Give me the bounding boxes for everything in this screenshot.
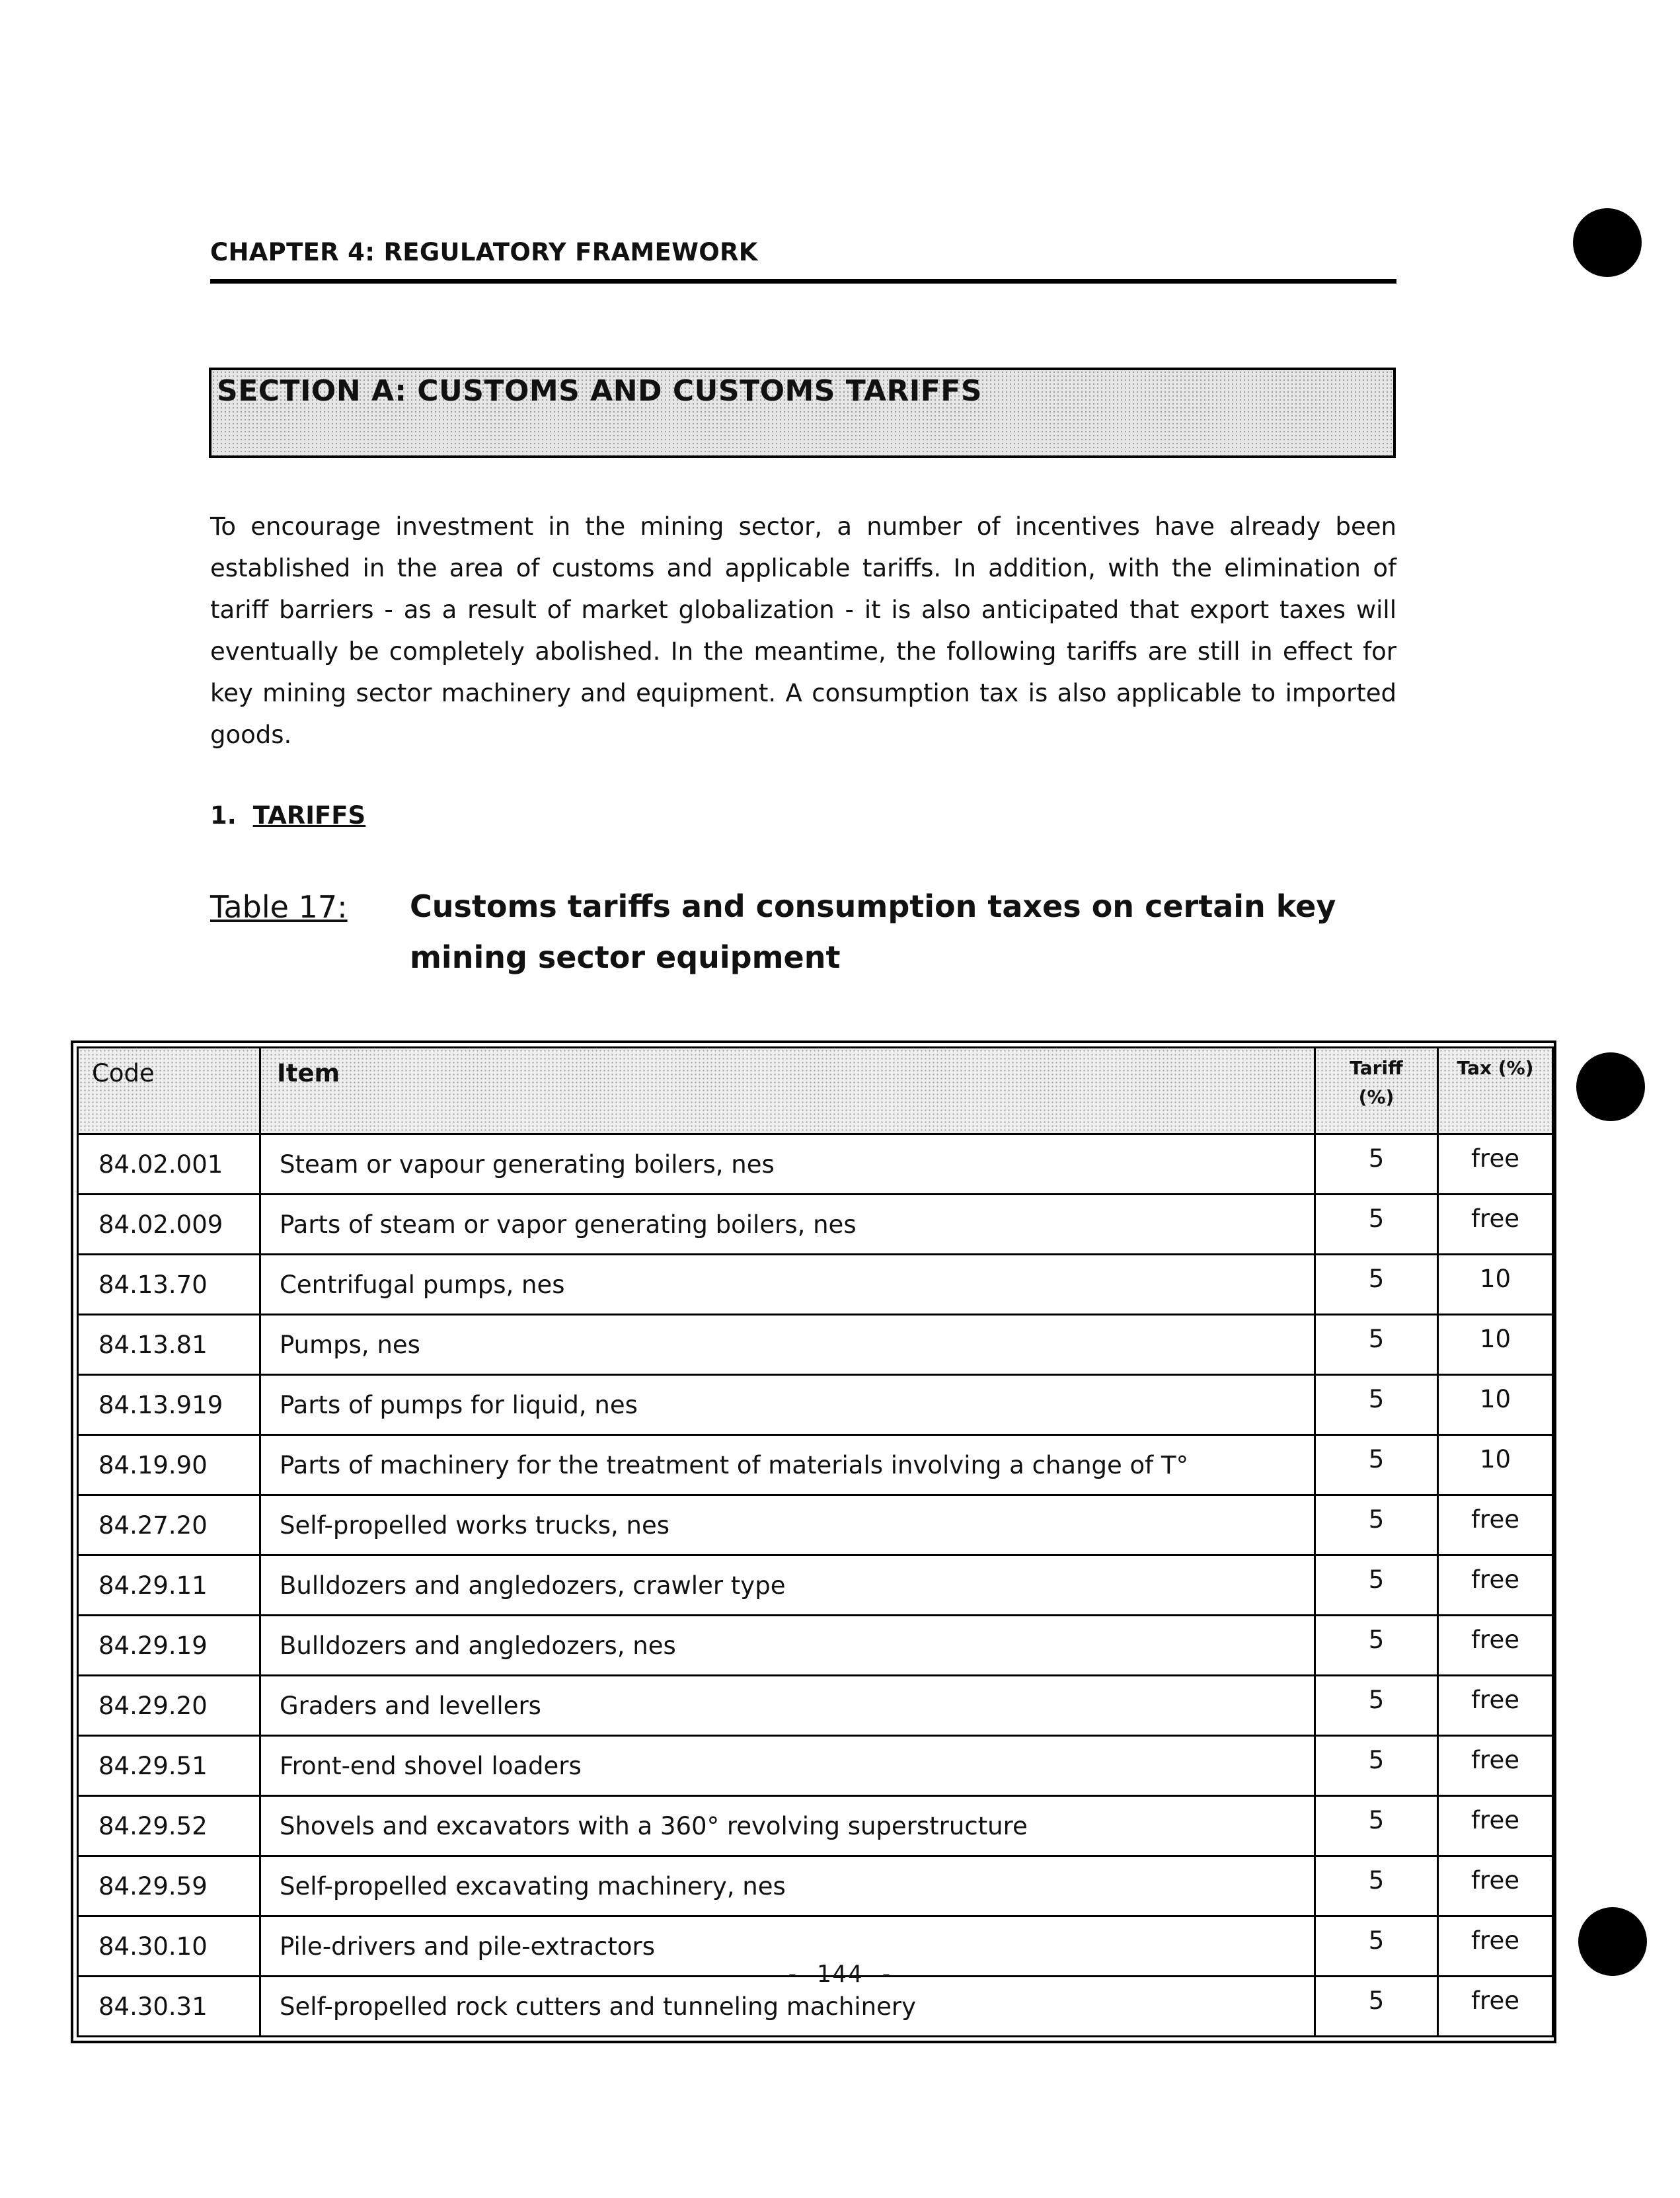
table-label: Table 17: <box>210 889 348 925</box>
row-tax: 10 <box>1438 1255 1553 1315</box>
row-tax: free <box>1438 1195 1553 1255</box>
column-header-tariff-line1: Tariff <box>1350 1057 1403 1079</box>
row-item: Self-propelled works trucks, nes <box>260 1495 1315 1555</box>
row-item: Shovels and excavators with a 360° revolving superstructure <box>260 1796 1315 1856</box>
tariff-table-frame <box>71 1040 1556 2043</box>
row-tax: 10 <box>1438 1315 1553 1375</box>
row-tariff: 5 <box>1315 1255 1438 1315</box>
row-code: 84.30.31 <box>78 1977 260 2037</box>
table-row <box>78 1616 1553 1676</box>
row-tariff: 5 <box>1315 1134 1438 1195</box>
column-header-tax: Tax (%) <box>1438 1048 1553 1134</box>
tariffs-heading <box>210 801 365 830</box>
column-header-tariff <box>1315 1048 1438 1134</box>
row-item: Bulldozers and angledozers, nes <box>260 1616 1315 1676</box>
row-code: 84.30.10 <box>78 1916 260 1977</box>
row-tariff: 5 <box>1315 1195 1438 1255</box>
row-tax: 10 <box>1438 1435 1553 1495</box>
section-banner <box>209 368 1396 458</box>
row-item: Steam or vapour generating boilers, nes <box>260 1134 1315 1195</box>
tariffs-heading-label: TARIFFS <box>252 801 366 830</box>
table-row <box>78 1676 1553 1736</box>
page-number: - 144 - <box>785 1961 895 1988</box>
row-item: Front-end shovel loaders <box>260 1736 1315 1796</box>
section-title: SECTION A: CUSTOMS AND CUSTOMS TARIFFS <box>217 374 983 408</box>
row-item: Self-propelled excavating machinery, nes <box>260 1856 1315 1916</box>
row-tax: free <box>1438 1977 1553 2037</box>
row-item: Self-propelled rock cutters and tunneling machinery <box>260 1977 1315 2037</box>
row-tax: free <box>1438 1495 1553 1555</box>
row-code: 84.02.009 <box>78 1195 260 1255</box>
row-tariff: 5 <box>1315 1977 1438 2037</box>
table-row <box>78 1315 1553 1375</box>
table-row <box>78 1435 1553 1495</box>
table-row <box>78 1796 1553 1856</box>
row-tax: free <box>1438 1916 1553 1977</box>
row-tariff: 5 <box>1315 1916 1438 1977</box>
row-tariff: 5 <box>1315 1315 1438 1375</box>
table-row <box>78 1375 1553 1435</box>
row-tariff: 5 <box>1315 1495 1438 1555</box>
intro-paragraph: To encourage investment in the mining sector, a number of incentives have already been established in the area of customs and applicable tariffs. In addition, with the elimination of tariff barriers - as a result of market globalization - it is also anticipated that export taxes will eventually be completely abolished. In the meantime, the following tariffs are still in effect for key mining sector machinery and equipment. A consumption tax is also applicable to imported goods. <box>210 512 1396 749</box>
row-tax: free <box>1438 1796 1553 1856</box>
tariffs-heading-number: 1. <box>210 801 237 830</box>
row-tax: free <box>1438 1555 1553 1616</box>
column-header-item: Item <box>260 1048 1315 1134</box>
chapter-rule <box>210 279 1396 284</box>
row-item: Centrifugal pumps, nes <box>260 1255 1315 1315</box>
chapter-title: CHAPTER 4: REGULATORY FRAMEWORK <box>210 238 758 266</box>
table-row <box>78 1495 1553 1555</box>
row-tax: 10 <box>1438 1375 1553 1435</box>
table-row <box>78 1736 1553 1796</box>
table-body <box>78 1134 1553 2037</box>
row-item: Graders and levellers <box>260 1676 1315 1736</box>
row-code: 84.27.20 <box>78 1495 260 1555</box>
table-row <box>78 1134 1553 1195</box>
row-tax: free <box>1438 1616 1553 1676</box>
table-row <box>78 1195 1553 1255</box>
row-code: 84.19.90 <box>78 1435 260 1495</box>
binder-hole-middle <box>1576 1052 1645 1121</box>
row-tax: free <box>1438 1134 1553 1195</box>
row-tax: free <box>1438 1736 1553 1796</box>
row-code: 84.29.19 <box>78 1616 260 1676</box>
row-tariff: 5 <box>1315 1796 1438 1856</box>
row-tax: free <box>1438 1856 1553 1916</box>
row-tariff: 5 <box>1315 1676 1438 1736</box>
row-code: 84.29.59 <box>78 1856 260 1916</box>
row-item: Parts of machinery for the treatment of materials involving a change of T° <box>260 1435 1315 1495</box>
row-code: 84.13.81 <box>78 1315 260 1375</box>
row-item: Bulldozers and angledozers, crawler type <box>260 1555 1315 1616</box>
binder-hole-top <box>1573 208 1642 277</box>
row-tariff: 5 <box>1315 1435 1438 1495</box>
tariff-table <box>77 1046 1554 2037</box>
row-code: 84.02.001 <box>78 1134 260 1195</box>
table-row <box>78 1856 1553 1916</box>
row-tariff: 5 <box>1315 1375 1438 1435</box>
row-code: 84.29.11 <box>78 1555 260 1616</box>
table-header-row <box>78 1048 1553 1134</box>
table-caption: Customs tariffs and consumption taxes on certain key mining sector equipment <box>410 888 1336 975</box>
row-code: 84.29.20 <box>78 1676 260 1736</box>
row-tariff: 5 <box>1315 1555 1438 1616</box>
row-tariff: 5 <box>1315 1616 1438 1676</box>
row-item: Pile-drivers and pile-extractors <box>260 1916 1315 1977</box>
column-header-tariff-line2: (%) <box>1358 1086 1394 1108</box>
row-tariff: 5 <box>1315 1736 1438 1796</box>
row-tax: free <box>1438 1676 1553 1736</box>
column-header-code: Code <box>78 1048 260 1134</box>
row-tariff: 5 <box>1315 1856 1438 1916</box>
row-code: 84.13.70 <box>78 1255 260 1315</box>
table-row <box>78 1255 1553 1315</box>
row-item: Parts of steam or vapor generating boilers, nes <box>260 1195 1315 1255</box>
row-code: 84.29.51 <box>78 1736 260 1796</box>
row-code: 84.13.919 <box>78 1375 260 1435</box>
row-code: 84.29.52 <box>78 1796 260 1856</box>
table-row <box>78 1555 1553 1616</box>
row-item: Parts of pumps for liquid, nes <box>260 1375 1315 1435</box>
row-item: Pumps, nes <box>260 1315 1315 1375</box>
